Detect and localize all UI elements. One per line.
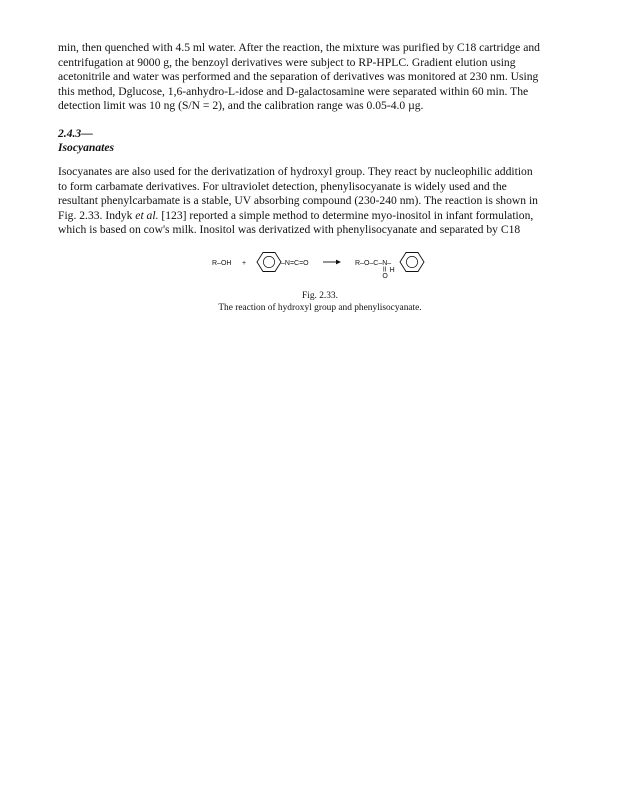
text-fragment: Fig. 2.33. Indyk xyxy=(58,208,136,222)
text-line: min, then quenched with 4.5 ml water. After the reaction, the mixture was purified by C18 cartridge and xyxy=(58,41,540,54)
text-line xyxy=(58,209,588,224)
paragraph-isocyanates xyxy=(58,165,588,238)
reactant-alcohol: R–OH xyxy=(212,260,232,267)
text-line: acetonitrile and water was performed and the separation of derivatives was monitored at 230 nm. Using xyxy=(58,70,539,84)
reaction-scheme xyxy=(200,246,440,282)
text-line: to form carbamate derivatives. For ultraviolet detection, phenylisocyanate is widely used and the xyxy=(58,179,507,193)
benzene-ring-icon xyxy=(257,253,281,272)
section-title: Isocyanates xyxy=(58,141,115,154)
section-number: 2.4.3— xyxy=(58,127,93,140)
text-fragment: [123] reported a simple method to determine myo-inositol in infant formulation, xyxy=(158,208,534,222)
reaction-arrow-icon xyxy=(323,260,341,265)
text-line: centrifugation at 9000 g, the benzoyl derivatives were subject to RP-HPLC. Gradient elution using xyxy=(58,55,516,69)
plus-sign: + xyxy=(242,260,247,267)
carbonyl-double-bond-icon xyxy=(384,267,386,272)
isocyanate-group: –N=C=O xyxy=(281,260,309,267)
text-line: Isocyanates are also used for the derivatization of hydroxyl group. They react by nucleophilic addition xyxy=(58,165,533,178)
text-line: resultant phenylcarbamate is a stable, UV absorbing compound (230-240 nm). The reaction is shown in xyxy=(58,194,538,208)
figure-caption: The reaction of hydroxyl group and phenylisocyanate. xyxy=(218,303,422,313)
carbonyl-oxygen: O xyxy=(382,273,388,280)
text-line: this method, Dglucose, 1,6-anhydro-L-idose and D-galactosamine were separated within 60 min. The xyxy=(58,84,529,98)
text-line: detection limit was 10 ng (S/N = 2), and the calibration range was 0.05-4.0 µg. xyxy=(58,99,424,113)
product-carbamate: R–O–C–N– xyxy=(355,260,392,267)
italic-text: et al. xyxy=(135,208,159,222)
paragraph-benzoylation-method xyxy=(58,41,588,114)
figure-number: Fig. 2.33. xyxy=(302,291,338,301)
amide-hydrogen: H xyxy=(389,267,395,274)
benzene-ring-icon xyxy=(400,253,424,272)
text-line: which is based on cow's milk. Inositol was derivatized with phenylisocyanate and separated by C18 xyxy=(58,223,521,237)
